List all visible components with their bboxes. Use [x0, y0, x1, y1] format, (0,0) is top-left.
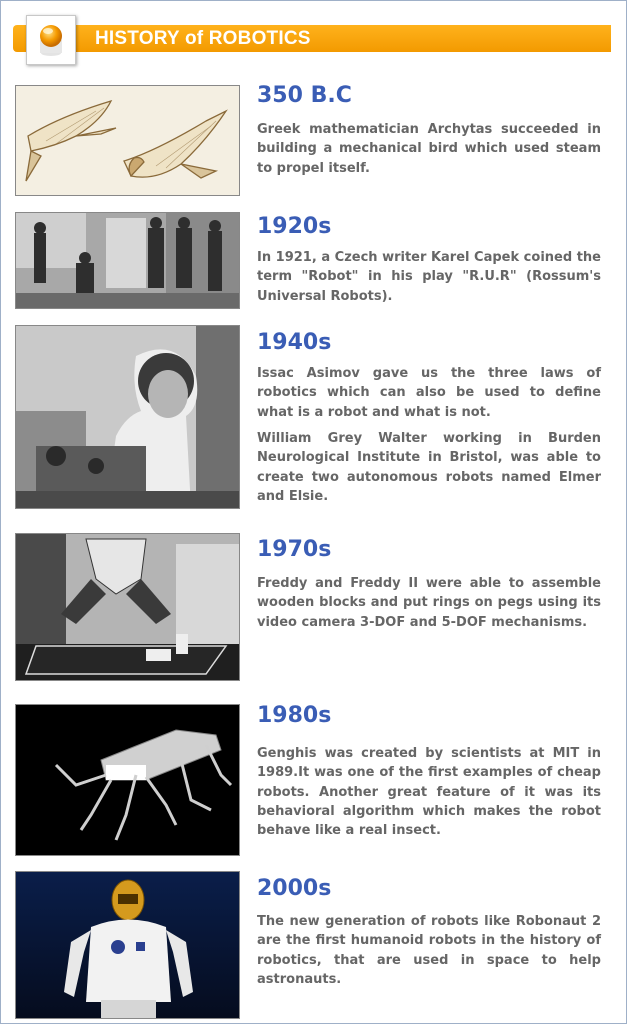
entry-description: Greek mathematician Archytas succeeded in building a mechanical bird which used steam to propel itself. [257, 122, 601, 176]
orange-orb-icon [38, 23, 64, 57]
grey-walter-image [15, 325, 240, 509]
page-title: HISTORY of ROBOTICS [95, 28, 311, 49]
header-banner [13, 25, 611, 52]
entry-year: 2000s [257, 876, 332, 901]
robonaut-image [15, 871, 240, 1019]
mechanical-bird-image [15, 85, 240, 196]
entry-year: 350 B.C [257, 83, 352, 108]
entry-description: Genghis was created by scientists at MIT in 1989.It was one of the first examples of cheap robots. Another great feature of it was its behavioral algorithm which makes the robot behave like a real insect. [257, 746, 601, 839]
logo [26, 15, 76, 65]
entry-year: 1970s [257, 537, 332, 562]
entry-description: William Grey Walter working in Burden Neurological Institute in Bristol, was able to create two autonomous robots named Elmer and Elsie. [257, 431, 601, 504]
entry-year: 1920s [257, 214, 332, 239]
freddy-robot-image [15, 533, 240, 681]
entry-description: Issac Asimov gave us the three laws of robotics which can also be used to define what is a robot and what is not. [257, 366, 601, 420]
entry-year: 1940s [257, 330, 332, 355]
genghis-robot-image [15, 704, 240, 856]
rur-play-image [15, 212, 240, 309]
entry-year: 1980s [257, 703, 332, 728]
entry-description: In 1921, a Czech writer Karel Capek coined the term "Robot" in his play "R.U.R" (Rossum's Universal Robots). [257, 250, 601, 304]
entry-description: Freddy and Freddy II were able to assemble wooden blocks and put rings on pegs using its video camera 3-DOF and 5-DOF mechanisms. [257, 576, 601, 630]
entry-description: The new generation of robots like Robonaut 2 are the first humanoid robots in the history of robotics, that are used in space to help astronauts. [257, 914, 601, 987]
